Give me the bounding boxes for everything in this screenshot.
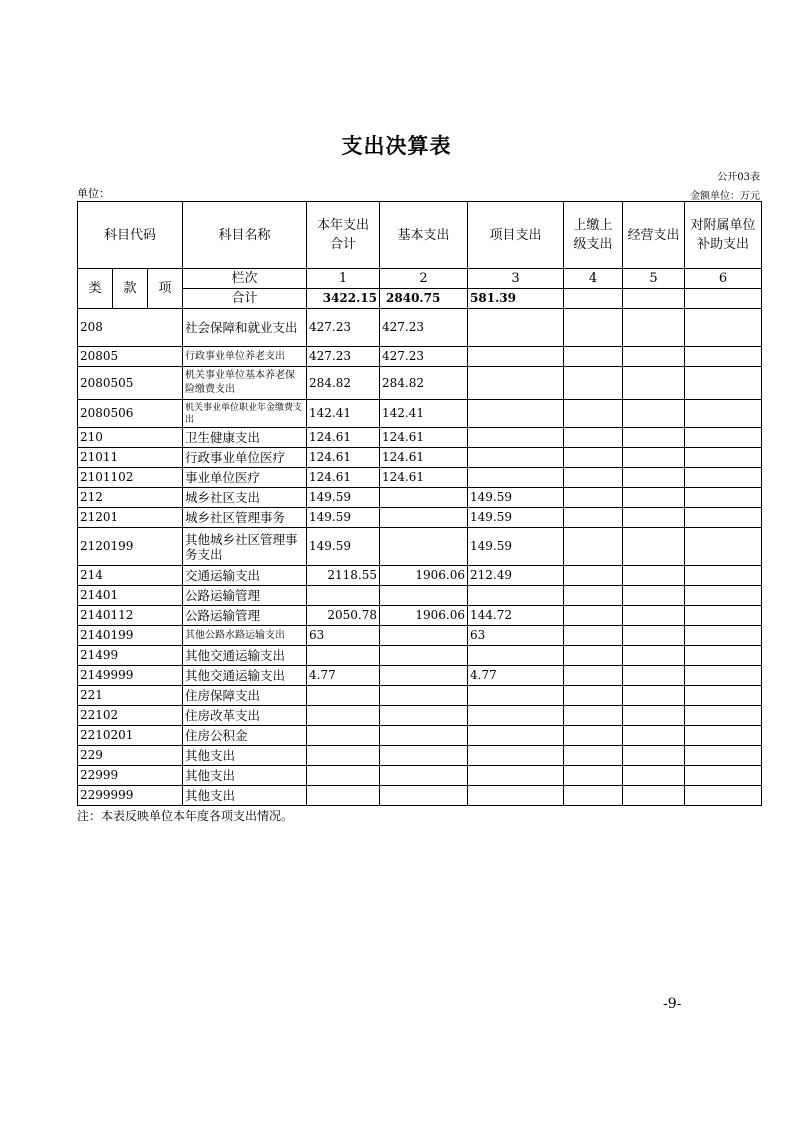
cell-project — [468, 686, 564, 706]
empty-cell — [623, 400, 685, 428]
amount-unit: 金额单位：万元 — [690, 191, 760, 202]
empty-cell — [685, 766, 762, 786]
empty-cell — [685, 786, 762, 806]
cell-name: 机关事业单位基本养老保险缴费支出 — [183, 367, 307, 400]
cell-name: 其他支出 — [183, 746, 307, 766]
cell-name: 住房改革支出 — [183, 706, 307, 726]
total-value: 3422.15 — [307, 289, 380, 309]
cell-project: 4.77 — [468, 666, 564, 686]
cell-total: 149.59 — [307, 528, 380, 566]
cell-basic — [380, 746, 468, 766]
empty-cell — [564, 766, 623, 786]
empty-cell — [564, 786, 623, 806]
cell-project — [468, 448, 564, 468]
empty-cell — [564, 289, 623, 309]
cell-basic: 427.23 — [380, 347, 468, 367]
table-row — [78, 528, 762, 566]
header-xiang: 项 — [148, 269, 183, 309]
cell-name: 城乡社区管理事务 — [183, 508, 307, 528]
header-col5: 5 — [623, 269, 685, 289]
empty-cell — [685, 626, 762, 646]
cell-code: 2120199 — [78, 528, 183, 566]
cell-total_line1: 本年支出 — [317, 218, 370, 233]
empty-cell — [564, 646, 623, 666]
cell-code: 229 — [78, 746, 183, 766]
cell-total — [307, 646, 380, 666]
cell-subsidy_line1: 对附属单位 — [690, 218, 756, 233]
header-col6: 6 — [685, 269, 762, 289]
cell-name: 事业单位医疗 — [183, 468, 307, 488]
cell-project — [468, 586, 564, 606]
cell-project — [468, 428, 564, 448]
cell-project — [468, 726, 564, 746]
header-col3: 3 — [468, 269, 564, 289]
cell-code: 21401 — [78, 586, 183, 606]
header-operating: 经营支出 — [623, 202, 685, 269]
empty-cell — [685, 666, 762, 686]
cell-code: 21499 — [78, 646, 183, 666]
cell-name: 其他交通运输支出 — [183, 666, 307, 686]
cell-basic: 284.82 — [380, 367, 468, 400]
table-row — [78, 586, 762, 606]
empty-cell — [623, 726, 685, 746]
empty-cell — [564, 606, 623, 626]
table-row — [78, 786, 762, 806]
empty-cell — [623, 367, 685, 400]
empty-cell — [564, 448, 623, 468]
empty-cell — [564, 488, 623, 508]
empty-cell — [564, 508, 623, 528]
header-col4: 4 — [564, 269, 623, 289]
empty-cell — [564, 400, 623, 428]
empty-cell — [685, 706, 762, 726]
cell-project: 63 — [468, 626, 564, 646]
cell-code: 2299999 — [78, 786, 183, 806]
table-row — [78, 626, 762, 646]
cell-basic: 124.61 — [380, 468, 468, 488]
empty-cell — [623, 488, 685, 508]
empty-cell — [685, 488, 762, 508]
cell-code: 22999 — [78, 766, 183, 786]
table-row — [78, 309, 762, 347]
cell-project — [468, 400, 564, 428]
cell-basic — [380, 508, 468, 528]
table-row — [78, 488, 762, 508]
cell-project — [468, 786, 564, 806]
cell-total — [307, 586, 380, 606]
cell-basic — [380, 626, 468, 646]
empty-cell — [623, 448, 685, 468]
cell-total: 427.23 — [307, 347, 380, 367]
table-row — [78, 367, 762, 400]
cell-upper_line2: 级支出 — [573, 237, 613, 252]
cell-name: 卫生健康支出 — [183, 428, 307, 448]
cell-basic — [380, 666, 468, 686]
empty-cell — [623, 428, 685, 448]
cell-code: 221 — [78, 686, 183, 706]
header-col2: 2 — [380, 269, 468, 289]
table-note: 注：本表反映单位本年度各项支出情况。 — [77, 809, 294, 823]
table-row — [78, 468, 762, 488]
cell-total — [307, 686, 380, 706]
cell-total: 142.41 — [307, 400, 380, 428]
cell-name: 城乡社区支出 — [183, 488, 307, 508]
form-code: 公开03表 — [717, 172, 760, 183]
cell-total — [307, 786, 380, 806]
empty-cell — [564, 468, 623, 488]
cell-name: 社会保障和就业支出 — [183, 309, 307, 347]
cell-total — [307, 706, 380, 726]
cell-basic — [380, 646, 468, 666]
unit-label: 单位： — [77, 187, 110, 200]
cell-name: 机关事业单位职业年金缴费支出 — [183, 400, 307, 428]
cell-project — [468, 367, 564, 400]
table-row — [78, 686, 762, 706]
empty-cell — [685, 726, 762, 746]
empty-cell — [623, 786, 685, 806]
empty-cell — [685, 428, 762, 448]
total-basic: 2840.75 — [380, 289, 468, 309]
table-row — [78, 746, 762, 766]
cell-upper_line1: 上缴上 — [573, 218, 613, 233]
cell-code: 2101102 — [78, 468, 183, 488]
cell-project — [468, 706, 564, 726]
cell-code: 2140112 — [78, 606, 183, 626]
cell-total: 149.59 — [307, 508, 380, 528]
cell-project — [468, 766, 564, 786]
cell-name: 公路运输管理 — [183, 606, 307, 626]
cell-basic: 124.61 — [380, 448, 468, 468]
empty-cell — [623, 586, 685, 606]
empty-cell — [623, 508, 685, 528]
cell-name: 其他交通运输支出 — [183, 646, 307, 666]
table-row — [78, 347, 762, 367]
empty-cell — [685, 606, 762, 626]
cell-project — [468, 347, 564, 367]
table-row — [78, 508, 762, 528]
empty-cell — [623, 528, 685, 566]
empty-cell — [564, 347, 623, 367]
cell-name: 住房保障支出 — [183, 686, 307, 706]
total-label: 合计 — [183, 289, 307, 309]
cell-basic: 124.61 — [380, 428, 468, 448]
expenditure-table — [77, 201, 762, 806]
cell-name: 行政事业单位医疗 — [183, 448, 307, 468]
empty-cell — [564, 706, 623, 726]
cell-name: 公路运输管理 — [183, 586, 307, 606]
cell-project: 212.49 — [468, 566, 564, 586]
cell-project — [468, 746, 564, 766]
table-row — [78, 566, 762, 586]
cell-basic — [380, 586, 468, 606]
cell-code: 2210201 — [78, 726, 183, 746]
empty-cell — [685, 468, 762, 488]
header-name: 科目名称 — [183, 202, 307, 269]
header-basic: 基本支出 — [380, 202, 468, 269]
page-title: 支出决算表 — [341, 134, 452, 158]
cell-total_line2: 合计 — [330, 237, 357, 252]
cell-code: 2080506 — [78, 400, 183, 428]
empty-cell — [564, 726, 623, 746]
empty-cell — [623, 746, 685, 766]
table-row — [78, 428, 762, 448]
cell-basic — [380, 706, 468, 726]
header-kuan: 款 — [113, 269, 148, 309]
cell-project: 149.59 — [468, 528, 564, 566]
empty-cell — [564, 528, 623, 566]
empty-cell — [623, 566, 685, 586]
empty-cell — [623, 666, 685, 686]
empty-cell — [564, 626, 623, 646]
cell-project — [468, 468, 564, 488]
empty-cell — [623, 289, 685, 309]
cell-basic: 1906.06 — [380, 566, 468, 586]
empty-cell — [685, 448, 762, 468]
table-row — [78, 726, 762, 746]
empty-cell — [564, 566, 623, 586]
cell-project — [468, 646, 564, 666]
cell-basic — [380, 786, 468, 806]
cell-name: 其他公路水路运输支出 — [183, 626, 307, 646]
empty-cell — [564, 666, 623, 686]
empty-cell — [564, 309, 623, 347]
empty-cell — [685, 367, 762, 400]
empty-cell — [685, 309, 762, 347]
cell-code: 21011 — [78, 448, 183, 468]
cell-code: 22102 — [78, 706, 183, 726]
table-row — [78, 706, 762, 726]
table-row — [78, 646, 762, 666]
cell-basic — [380, 726, 468, 746]
cell-code: 212 — [78, 488, 183, 508]
cell-basic: 1906.06 — [380, 606, 468, 626]
cell-name: 行政事业单位养老支出 — [183, 347, 307, 367]
cell-code: 208 — [78, 309, 183, 347]
cell-code: 214 — [78, 566, 183, 586]
cell-total — [307, 766, 380, 786]
cell-total: 149.59 — [307, 488, 380, 508]
empty-cell — [564, 586, 623, 606]
cell-name: 其他支出 — [183, 786, 307, 806]
cell-code: 2080505 — [78, 367, 183, 400]
header-project: 项目支出 — [468, 202, 564, 269]
empty-cell — [564, 428, 623, 448]
cell-subsidy_line2: 补助支出 — [697, 237, 750, 252]
cell-name: 住房公积金 — [183, 726, 307, 746]
empty-cell — [685, 289, 762, 309]
empty-cell — [685, 400, 762, 428]
empty-cell — [623, 626, 685, 646]
cell-basic — [380, 686, 468, 706]
empty-cell — [564, 367, 623, 400]
empty-cell — [623, 468, 685, 488]
cell-name: 其他城乡社区管理事务支出 — [183, 528, 307, 566]
empty-cell — [623, 347, 685, 367]
header-upper — [564, 202, 623, 269]
table-row — [78, 766, 762, 786]
empty-cell — [623, 606, 685, 626]
cell-project: 149.59 — [468, 508, 564, 528]
empty-cell — [623, 686, 685, 706]
cell-code: 2140199 — [78, 626, 183, 646]
cell-project: 144.72 — [468, 606, 564, 626]
header-code: 科目代码 — [78, 202, 183, 269]
cell-total: 124.61 — [307, 448, 380, 468]
table-row — [78, 606, 762, 626]
empty-cell — [685, 686, 762, 706]
empty-cell — [623, 646, 685, 666]
cell-project — [468, 309, 564, 347]
table-row — [78, 448, 762, 468]
header-lei: 类 — [78, 269, 113, 309]
empty-cell — [564, 746, 623, 766]
cell-total: 124.61 — [307, 468, 380, 488]
empty-cell — [623, 766, 685, 786]
empty-cell — [623, 706, 685, 726]
header-subsidy — [685, 202, 762, 269]
cell-total: 4.77 — [307, 666, 380, 686]
cell-total — [307, 726, 380, 746]
empty-cell — [685, 646, 762, 666]
header-total — [307, 202, 380, 269]
cell-basic: 427.23 — [380, 309, 468, 347]
header-column-seq: 栏次 — [183, 269, 307, 289]
empty-cell — [623, 309, 685, 347]
cell-project: 149.59 — [468, 488, 564, 508]
page-number: -9- — [663, 996, 682, 1012]
cell-total: 427.23 — [307, 309, 380, 347]
cell-total: 124.61 — [307, 428, 380, 448]
cell-total: 2118.55 — [307, 566, 380, 586]
cell-basic: 142.41 — [380, 400, 468, 428]
cell-basic — [380, 766, 468, 786]
cell-name: 交通运输支出 — [183, 566, 307, 586]
total-project: 581.39 — [468, 289, 564, 309]
cell-code: 2149999 — [78, 666, 183, 686]
cell-total: 284.82 — [307, 367, 380, 400]
cell-code: 20805 — [78, 347, 183, 367]
cell-basic — [380, 528, 468, 566]
empty-cell — [685, 347, 762, 367]
cell-name: 其他支出 — [183, 766, 307, 786]
empty-cell — [685, 528, 762, 566]
header-col1: 1 — [307, 269, 380, 289]
cell-total — [307, 746, 380, 766]
table-row — [78, 400, 762, 428]
cell-code: 21201 — [78, 508, 183, 528]
empty-cell — [685, 508, 762, 528]
cell-total: 2050.78 — [307, 606, 380, 626]
empty-cell — [564, 686, 623, 706]
cell-code: 210 — [78, 428, 183, 448]
empty-cell — [685, 586, 762, 606]
cell-total: 63 — [307, 626, 380, 646]
table-row — [78, 666, 762, 686]
empty-cell — [685, 746, 762, 766]
empty-cell — [685, 566, 762, 586]
cell-basic — [380, 488, 468, 508]
